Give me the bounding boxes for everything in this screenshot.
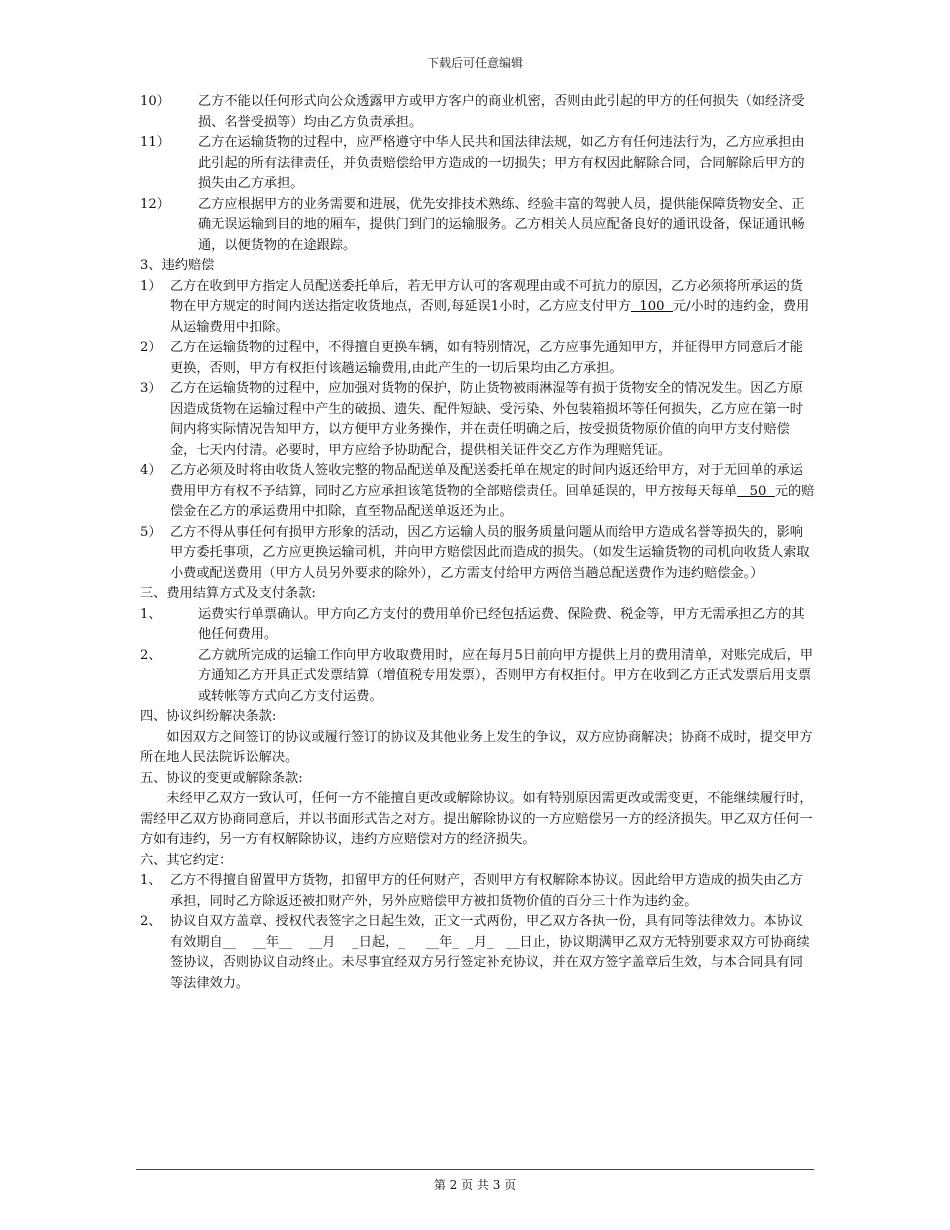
- page-header: 下载后可任意编辑: [426, 56, 523, 70]
- breach-item-3: [140, 379, 815, 461]
- clause-text: 乙方不能以任何形式向公众透露甲方或甲方客户的商业机密，否则由此引起的甲方的任何损失（如经济受损、名誉受损等）均由乙方负责承担。: [198, 94, 805, 130]
- change-paragraph: 未经甲乙双方一致认可，任何一方不能擅自更改或解除协议。如有特别原因需更改或需变更，不能继续履行时，需经甲乙双方协商同意后，并以书面形式告之对方。提出解除协议的一方应赔偿另一方的经济损失。甲乙双方任何一方如有违约，另一方有权解除协议，违约方应赔偿对方的经济损失。: [140, 791, 813, 847]
- item-number: 1、: [140, 873, 162, 888]
- item-number: 2）: [140, 340, 162, 355]
- item-number: 2、: [140, 914, 162, 929]
- breach-item-2: [140, 338, 815, 379]
- clause-number: 11）: [140, 135, 170, 150]
- item-text-post: 元/小时的违约金，费用从运输费用中扣除。: [170, 299, 810, 335]
- section-change-title: 五、协议的变更或解除条款:: [140, 770, 303, 786]
- item-number: 1、: [140, 606, 162, 622]
- item-number: 1）: [140, 278, 162, 294]
- fee-item-2: [140, 646, 815, 708]
- item-number: 4）: [140, 463, 162, 478]
- item-text: 协议自双方盖章、授权代表签字之日起生效，正文一式两份，甲乙双方各执一份，具有同等法律效力。本协议有效期自__ __年__ __月 _日起，_ __年_ _月_ __日止，协议期满甲乙双方无特别要求双方可协商续签协议，否则协议自动终止。未尽事宜经双方另行签定补充协议，并在双方签字盖章后生效，与本合同具有同等法律效力。: [170, 914, 810, 991]
- item-number: 5）: [140, 524, 162, 540]
- clause-text: 乙方应根据甲方的业务需要和进展，优先安排技术熟练、经验丰富的驾驶人员，提供能保障货物安全、正确无误运输到目的地的厢车，提供门到门的运输服务。乙方相关人员应配备良好的通讯设备，保证通讯畅通，以便货物的在途跟踪。: [198, 196, 805, 253]
- clause-text: 乙方在运输货物的过程中，应严格遵守中华人民共和国法律法规，如乙方有任何违法行为，乙方应承担由此引起的所有法律责任，并负责赔偿给甲方造成的一切损失；甲方有权因此解除合同，合同解除后甲方的损失由乙方承担。: [198, 135, 805, 191]
- item-text: 乙方在运输货物的过程中，不得擅自更换车辆，如有特别情况，乙方应事先通知甲方，并征得甲方同意后才能更换，否则，甲方有权拒付该趟运输费用,由此产生的一切后果均由乙方承担。: [170, 340, 803, 376]
- breach-item-4: [140, 461, 815, 523]
- clause-10: [140, 92, 815, 133]
- item-number: 3）: [140, 381, 162, 396]
- compensation-value: 50: [737, 483, 775, 499]
- item-text: 乙方在运输货物的过程中，应加强对货物的保护，防止货物被雨淋湿等有损于货物安全的情况发生。因乙方原因造成货物在运输过程中产生的破损、遗失、配件短缺、受污染、外包装箱损坏等任何损失，乙方应在第一时间内将实际情况告知甲方，以方便甲方业务操作，并在责任明确之后，按受损货物原价值的向甲方支付赔偿金，七天内付清。必要时，甲方应给予协助配合，提供相关证件交乙方作为理赔凭证。: [170, 381, 803, 458]
- item-text: 乙方不得从事任何有损甲方形象的活动，因乙方运输人员的服务质量问题从而给甲方造成名誉等损失的，影响甲方委托事项，乙方应更换运输司机，并向甲方赔偿因此而造成的损失。（如发生运输货物的司机向收货人索取小费或配送费用（甲方人员另外要求的除外），乙方需支付给甲方两倍当趟总配送费作为违约赔偿金。）: [170, 524, 810, 581]
- clause-11: [140, 133, 815, 195]
- breach-item-5: [140, 523, 815, 585]
- clause-12: [140, 195, 815, 257]
- item-text-pre: 乙方在收到甲方指定人员配送委托单后，若无甲方认可的客观理由或不可抗力的原因，乙方必须将所承运的货物在甲方规定的时间内送达指定收货地点，否则,每延误1小时，乙方应支付甲方: [170, 278, 803, 314]
- clause-number: 12）: [140, 196, 170, 212]
- item-text-post: 元的赔偿金在乙方的承运费用中扣除，直至物品配送单返还为止。: [170, 483, 815, 519]
- section-other-title: 六、其它约定：: [140, 852, 233, 868]
- other-item-1: [140, 871, 815, 912]
- document-body: [140, 92, 815, 994]
- other-item-2: [140, 912, 815, 994]
- section-fee-title: 三、费用结算方式及支付条款:: [140, 586, 316, 601]
- breach-item-1: [140, 277, 815, 339]
- item-text: [170, 461, 815, 523]
- clause-number: 10）: [140, 94, 170, 109]
- item-text: 运费实行单票确认。甲方向乙方支付的费用单价已经包括运费、保险费、税金等，甲方无需承担乙方的其他任何费用。: [198, 606, 805, 642]
- fee-item-1: [140, 605, 815, 646]
- page-number: 第 2 页 共 3 页: [433, 1178, 517, 1192]
- section-dispute-title: 四、协议纠纷解决条款:: [140, 709, 277, 724]
- item-text: [170, 277, 815, 339]
- item-text: 乙方不得擅自留置甲方货物，扣留甲方的任何财产，否则甲方有权解除本协议。因此给甲方造成的损失由乙方承担，同时乙方除返还被扣财产外，另外应赔偿甲方被扣货物价值的百分三十作为违约金。: [170, 873, 803, 909]
- section-breach-title: 3、违约赔偿: [140, 258, 215, 273]
- item-number: 2、: [140, 647, 162, 663]
- item-text: 乙方就所完成的运输工作向甲方收取费用时，应在每月5日前向甲方提供上月的费用清单，对账完成后，甲方通知乙方开具正式发票结算（增值税专用发票），否则甲方有权拒付。甲方在收到乙方正式发票后用支票或转帐等方式向乙方支付运费。: [198, 647, 814, 704]
- penalty-rate-value: 100: [630, 299, 673, 314]
- item-text-pre: 乙方必须及时将由收货人签收完整的物品配送单及配送委托单在规定的时间内返还给甲方，对于无回单的承运费用甲方有权不予结算，同时乙方应承担该笔货物的全部赔偿责任。回单延误的，甲方按每天每单: [170, 463, 803, 499]
- footer-divider: [136, 1169, 814, 1170]
- dispute-paragraph: 如因双方之间签订的协议或履行签订的协议及其他业务上发生的争议，双方应协商解决；协商不成时，提交甲方所在地人民法院诉讼解决。: [140, 729, 813, 765]
